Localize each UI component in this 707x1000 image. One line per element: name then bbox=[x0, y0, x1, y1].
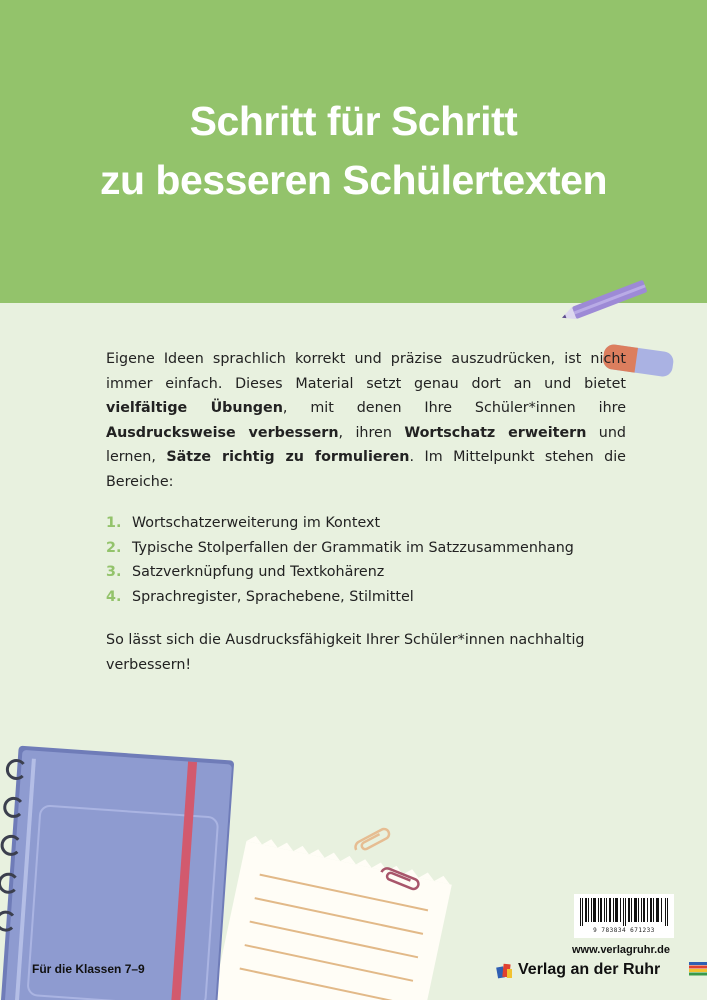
book-title bbox=[0, 92, 707, 210]
closing-paragraph: So lässt sich die Ausdrucksfähigkeit Ihrer Schüler*innen nachhaltig verbessern! bbox=[106, 632, 585, 673]
description bbox=[106, 347, 626, 677]
intro-highlight: Ausdrucksweise verbessern bbox=[106, 424, 339, 441]
list-item-label: Satzverknüpfung und Textkohärenz bbox=[132, 564, 385, 580]
intro-text: , mit denen Ihre Schüler*innen ihre bbox=[282, 400, 626, 416]
intro-highlight: vielfältige Übungen bbox=[106, 400, 283, 416]
isbn-digits: 9 783834 671233 bbox=[593, 927, 655, 934]
list-item bbox=[106, 560, 626, 585]
pencil-icon bbox=[556, 276, 658, 326]
paperclip-icon bbox=[376, 865, 426, 895]
barcode-icon bbox=[580, 898, 668, 926]
grade-level: Für die Klassen 7–9 bbox=[32, 962, 145, 976]
intro-text: . Im Mittelpunkt stehen die Bereiche: bbox=[106, 449, 626, 490]
list-number: 3. bbox=[106, 564, 122, 580]
intro-text: und lernen, bbox=[106, 424, 627, 465]
list-number: 2. bbox=[106, 539, 122, 556]
list-number: 4. bbox=[106, 588, 122, 605]
paperclip-icon bbox=[350, 826, 396, 856]
color-stripes-icon bbox=[689, 962, 707, 976]
title-line-1: Schritt für Schritt bbox=[189, 98, 518, 144]
intro-paragraph bbox=[106, 347, 626, 494]
intro-text: , ihren bbox=[338, 424, 405, 441]
intro-highlight: Sätze richtig zu formulieren bbox=[166, 449, 410, 465]
publisher-logo-icon bbox=[496, 961, 514, 979]
intro-text: Eigene Ideen sprachlich korrekt und präzise auszudrücken, ist nicht immer einfach. Dieses Material setzt genau dort an und bietet bbox=[106, 351, 626, 392]
list-number: 1. bbox=[106, 515, 122, 531]
title-line-2: zu besseren Schülertexten bbox=[99, 157, 608, 203]
list-item-label: Wortschatzerweiterung im Kontext bbox=[132, 515, 381, 531]
intro-highlight: Wortschatz erweitern bbox=[404, 424, 587, 441]
isbn-barcode bbox=[574, 894, 674, 938]
publisher-logo bbox=[496, 959, 660, 981]
list-item bbox=[106, 536, 626, 561]
list-item-label: Sprachregister, Sprachebene, Stilmittel bbox=[132, 588, 414, 605]
focus-areas-list bbox=[106, 511, 626, 609]
publisher-name: Verlag an der Ruhr bbox=[518, 961, 661, 978]
website-url: www.verlagruhr.de bbox=[572, 944, 671, 956]
list-item-label: Typische Stolperfallen der Grammatik im Satzzusammenhang bbox=[132, 539, 574, 556]
list-item bbox=[106, 585, 626, 610]
list-item bbox=[106, 511, 626, 536]
